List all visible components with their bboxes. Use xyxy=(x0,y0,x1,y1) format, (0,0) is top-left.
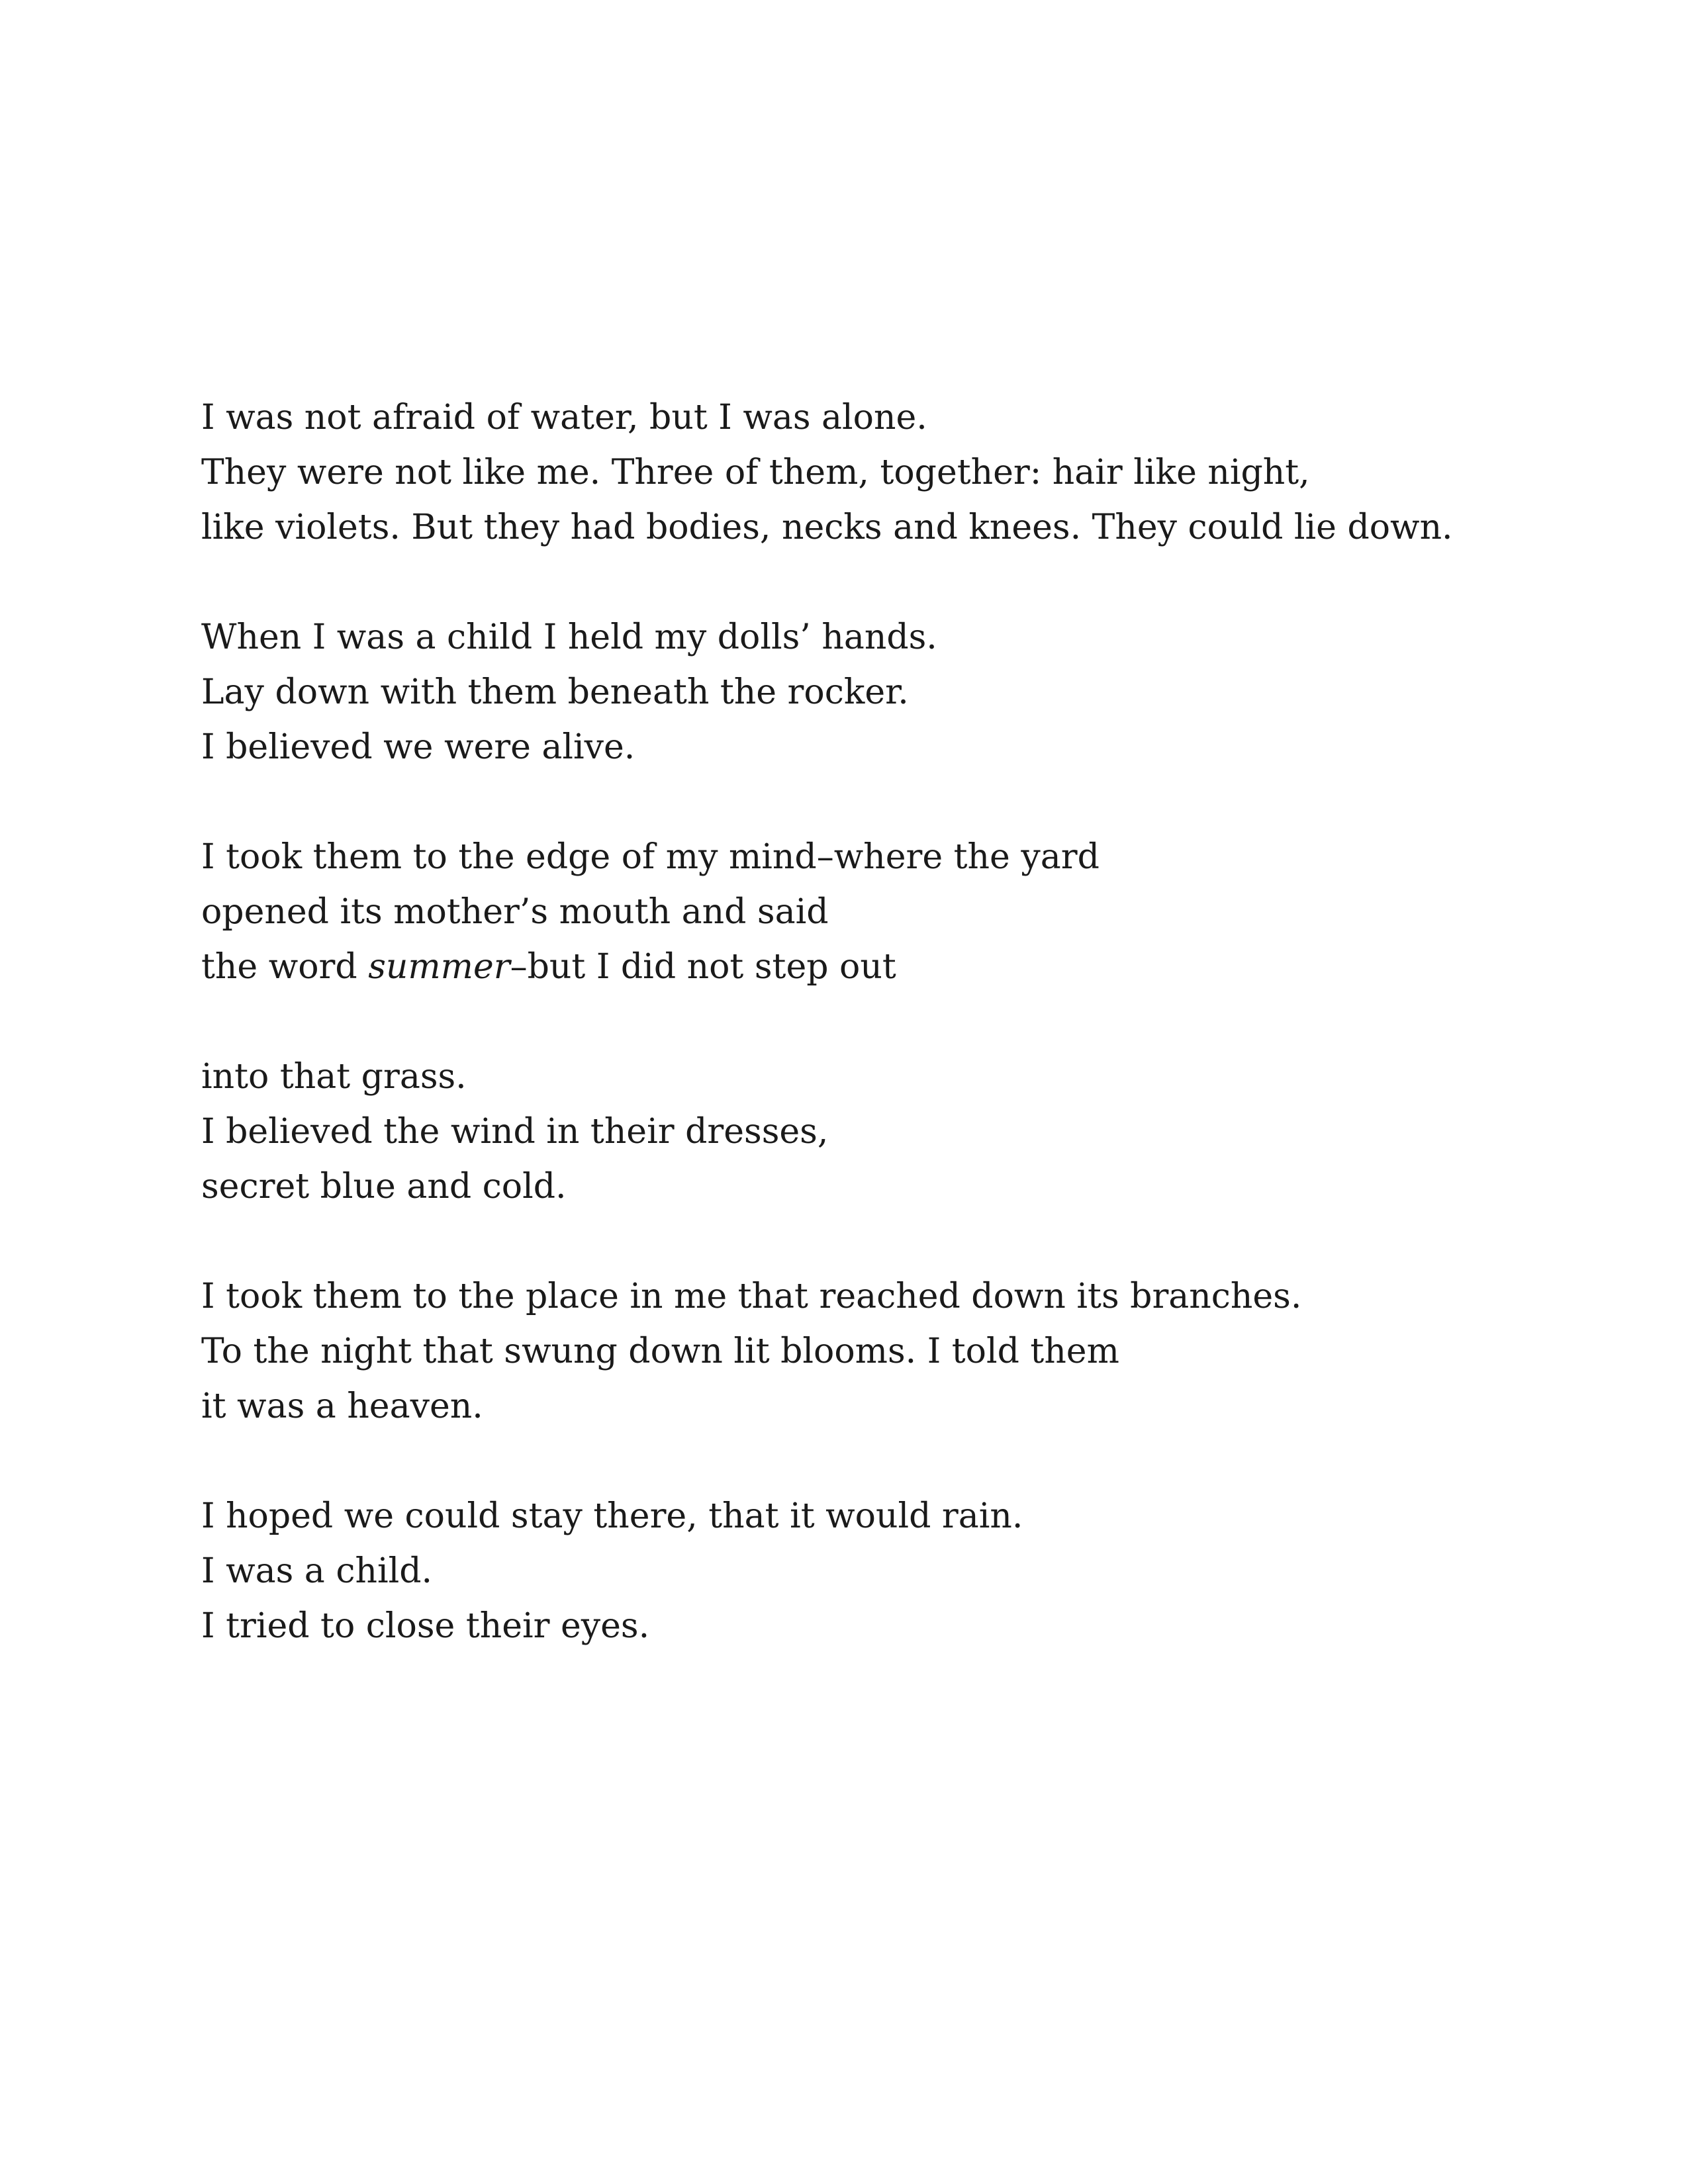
stanza-3 xyxy=(201,830,1525,995)
stanza-1 xyxy=(201,390,1525,555)
stanza-6 xyxy=(201,1489,1525,1654)
poem-line: I was a child. xyxy=(201,1551,433,1591)
poem-line-italic-word: summer xyxy=(368,947,510,987)
stanza-5 xyxy=(201,1269,1525,1434)
poem-line: I believed we were alive. xyxy=(201,727,635,767)
poem-line: I believed the wind in their dresses, xyxy=(201,1112,829,1152)
poem-line: I was not afraid of water, but I was alone. xyxy=(201,398,927,437)
poem-line: I tried to close their eyes. xyxy=(201,1606,650,1646)
poem-line: To the night that swung down lit blooms. I told them xyxy=(201,1332,1119,1371)
poem-line: into that grass. xyxy=(201,1057,467,1097)
poem-line: I took them to the place in me that reached down its branches. xyxy=(201,1277,1302,1316)
poem-line: like violets. But they had bodies, necks and knees. They could lie down. xyxy=(201,508,1453,547)
stanza-2 xyxy=(201,610,1525,775)
poem-line-after: –but I did not step out xyxy=(510,947,896,987)
poem-line: opened its mother’s mouth and said xyxy=(201,892,829,932)
poem-line: I hoped we could stay there, that it would rain. xyxy=(201,1496,1023,1536)
poem-line-before: the word xyxy=(201,947,369,987)
poem-line: When I was a child I held my dolls’ hands. xyxy=(201,617,937,657)
poem-body xyxy=(201,390,1525,1654)
poem-line: They were not like me. Three of them, together: hair like night, xyxy=(201,453,1310,492)
poem-line: it was a heaven. xyxy=(201,1387,483,1426)
poem-line: I took them to the edge of my mind–where the yard xyxy=(201,837,1100,877)
poem-line: Lay down with them beneath the rocker. xyxy=(201,672,909,712)
poem-line: secret blue and cold. xyxy=(201,1167,567,1206)
stanza-4 xyxy=(201,1050,1525,1214)
poem-line-mixed xyxy=(201,940,1525,995)
